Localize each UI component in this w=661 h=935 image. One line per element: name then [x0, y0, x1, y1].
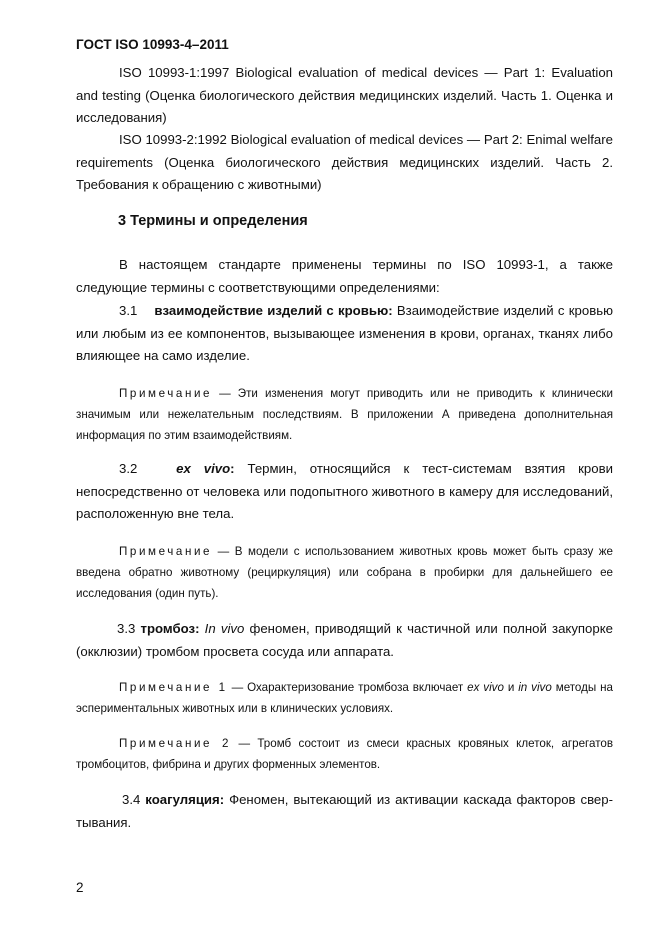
term-definition: Взаимодействие изделий с кровью или любым из ее компонентов, вызывающее изменения в крови, органах, тканях либо влияющее на само изделие. [76, 303, 613, 363]
note-label: Примечание 2 [119, 737, 232, 750]
note-3-3-1 [76, 677, 613, 719]
term-3-2 [76, 458, 613, 526]
note-text: — Тромб состоит из смеси красных кровяных клеток, агрегатов тромбоцитов, фибрина и других форменных элементов. [76, 737, 613, 771]
note-text-part: — Охарактеризование тромбоза включает [231, 681, 464, 694]
term-3-4 [76, 789, 613, 834]
document-header: ГОСТ ISO 10993-4–2011 [76, 37, 229, 52]
page-number: 2 [76, 880, 84, 895]
note-italic-in-vivo: in vivo [518, 681, 552, 694]
note-label: Примечание [119, 545, 213, 558]
note-text: — В модели с использованием животных кровь может быть сразу же введена обратно животному (рециркуляция) или собрана в пробирки для дальнейшего ее исследования (один путь). [76, 545, 613, 600]
note-3-2 [76, 541, 613, 604]
note-text-part: методы на эспериментальных животных или в клинических условиях. [76, 681, 613, 715]
term-number: 3.3 [117, 621, 136, 636]
note-3-3-2 [76, 733, 613, 775]
term-number: 3.1 [119, 303, 138, 318]
term-name: взаимодействие изделий с кровью: [154, 303, 393, 318]
term-italic: In vivo [204, 621, 245, 636]
term-definition: Термин, относящийся к тест-системам взятия крови непосредственно от человека или подопытного животного в камеру для исследований, расположенную вне тела. [76, 461, 613, 521]
term-name: ex vivo [176, 461, 231, 476]
term-definition: феномен, приводящий к частичной или полной закупорке (окклюзии) тромбом просвета сосуда или аппарата. [76, 621, 613, 659]
note-3-1 [76, 383, 613, 446]
term-3-3 [76, 618, 613, 663]
term-colon: : [230, 461, 235, 476]
note-label: Примечание [119, 387, 213, 400]
term-number: 3.2 [119, 461, 138, 476]
note-label: Примечание 1 [119, 681, 228, 694]
reference-iso-10993-2: ISO 10993-2:1992 Biological evaluation of medical devices — Part 2: Enimal welfare requirements (Оценка биологического действия медицинских изделий. Часть 2. Требования к обращению с животными) [76, 132, 613, 192]
reference-iso-10993-1: ISO 10993-1:1997 Biological evaluation of medical devices — Part 1: Evaluation and testing (Оценка биологического действия медицинских изделий. Часть 1. Оценка и исследования) [76, 65, 613, 125]
term-name: тромбоз: [140, 621, 200, 636]
term-definition: Феномен, вытекающий из активации каскада факторов свер-тывания. [76, 792, 613, 830]
term-number: 3.4 [122, 792, 141, 807]
section-heading: 3 Термины и определения [118, 213, 308, 229]
note-text: — Эти изменения могут приводить или не приводить к клинически значимым или нежелательным последствиям. В приложении А приведена дополнительная информация по этим взаимодействиям. [76, 387, 613, 442]
section-intro: В настоящем стандарте применены термины по ISO 10993-1, а также следующие термины с соответствующими определениями: [76, 257, 613, 295]
term-name: коагуляция: [145, 792, 225, 807]
note-text-part: и [507, 681, 515, 694]
term-3-1 [76, 300, 613, 368]
note-italic-ex-vivo: ex vivo [467, 681, 504, 694]
